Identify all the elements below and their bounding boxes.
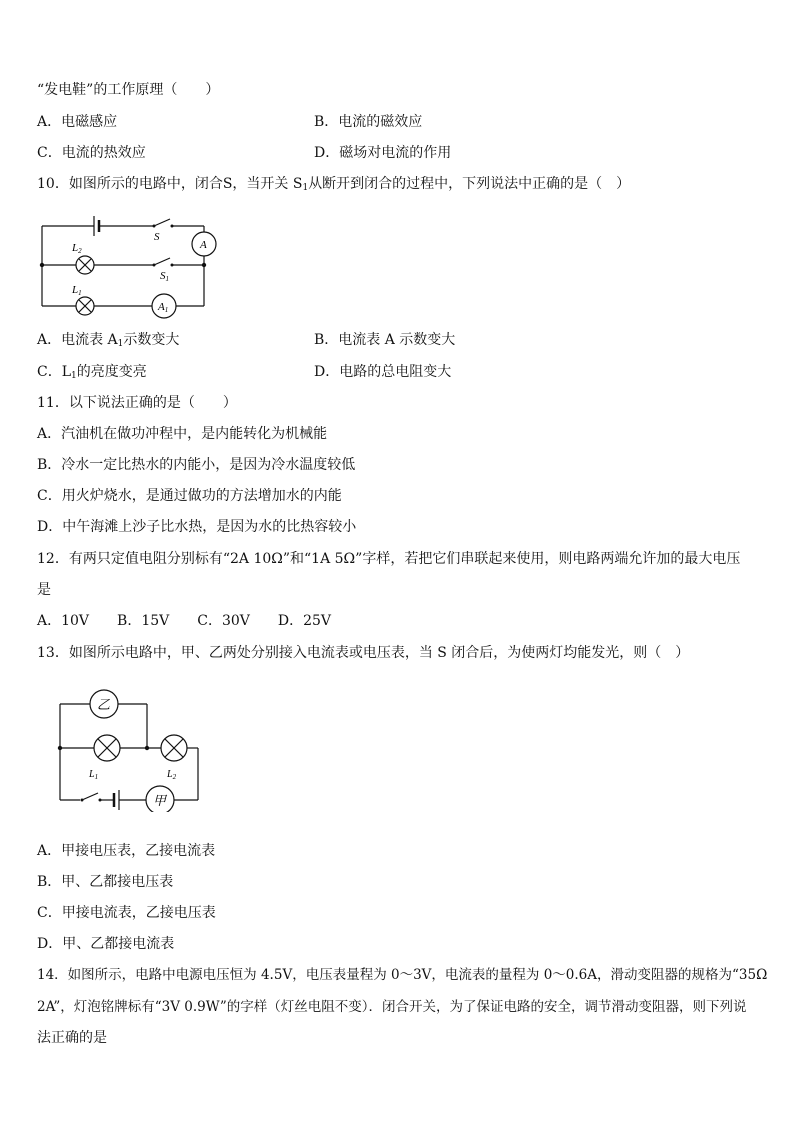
q10-circuit-diagram — [36, 206, 226, 324]
q10-option-a-pre: A．电流表 A — [37, 332, 118, 348]
q13-stem: 13．如图所示电路中，甲、乙两处分别接入电流表或电压表，当 S 闭合后，为使两灯均能发光，则（ ） — [37, 645, 690, 661]
q11-stem: 11．以下说法正确的是（ ） — [37, 395, 237, 411]
q10-ammeter-a-label: A — [200, 239, 207, 251]
q10-stem-sub: 1 — [302, 183, 309, 193]
q9-option-a: A．电磁感应 — [37, 114, 118, 130]
q10-option-c — [37, 362, 147, 386]
q10-option-d: D．电路的总电阻变大 — [314, 364, 452, 380]
q13-circuit-diagram — [52, 682, 207, 812]
q14-stem-line2: 2A”，灯泡铭牌标有“3V 0.9W”的字样（灯丝电阻不变）．闭合开关，为了保证电路的安全，调节滑动变阻器，则下列说 — [37, 999, 747, 1015]
q14-stem-line1: 14．如图所示，电路中电源电压恒为 4.5V，电压表量程为 0～3V，电流表的量程为 0～0.6A，滑动变阻器的规格为“35Ω — [37, 967, 768, 983]
q10-lamp-l2-label: L2 — [72, 242, 82, 255]
q10-option-c-sub: 1 — [71, 371, 77, 381]
q13-option-b: B．甲、乙都接电压表 — [37, 874, 174, 890]
q12-options: A．10V B．15V C．30V D．25V — [37, 613, 332, 629]
q10-stem-part2: 从断开到闭合的过程中，下列说法中正确的是（ ） — [308, 176, 631, 192]
q11-option-b: B．冷水一定比热水的内能小，是因为冷水温度较低 — [37, 457, 356, 473]
q11-option-d: D．中午海滩上沙子比水热，是因为水的比热容较小 — [37, 519, 357, 535]
q9-option-d: D．磁场对电流的作用 — [314, 145, 452, 161]
q13-option-c: C．甲接电流表，乙接电压表 — [37, 905, 216, 921]
q10-option-c-pre: C．L — [37, 364, 72, 380]
q10-ammeter-a1-label: A1 — [158, 301, 169, 314]
q13-meter-yi-label: 乙 — [97, 697, 111, 712]
q10-option-c-post: 的亮度变亮 — [76, 364, 147, 380]
q11-option-a: A．汽油机在做功冲程中，是内能转化为机械能 — [37, 426, 328, 442]
q10-switch-s1-label: S1 — [160, 270, 169, 283]
q14-stem-line3: 法正确的是 — [37, 1030, 107, 1046]
q12-stem-line2: 是 — [37, 582, 51, 598]
q10-option-a-sub: 1 — [117, 339, 124, 349]
q10-option-b: B．电流表 A 示数变大 — [314, 332, 456, 348]
q13-option-a: A．甲接电压表，乙接电流表 — [37, 843, 216, 859]
q10-stem — [37, 174, 630, 198]
q13-lamp-l2-label: $L_2$ — [167, 769, 177, 781]
q9-stem: “发电鞋”的工作原理（ ） — [37, 82, 220, 98]
q10-option-a-post: 示数变大 — [123, 332, 180, 348]
q10-option-a — [37, 330, 179, 354]
q11-option-c: C．用火炉烧水，是通过做功的方法增加水的内能 — [37, 488, 342, 504]
q10-stem-part1: 10．如图所示的电路中，闭合S，当开关 S — [37, 176, 303, 192]
q9-option-b: B．电流的磁效应 — [314, 114, 423, 130]
q9-option-c: C．电流的热效应 — [37, 145, 146, 161]
q13-lamp-l1-label: $L_1$ — [89, 769, 99, 781]
q13-option-d: D．甲、乙都接电流表 — [37, 936, 175, 952]
q10-lamp-l1-label: L1 — [72, 284, 82, 297]
q13-meter-jia-label: 甲 — [153, 793, 167, 808]
q10-switch-s-label: S — [154, 231, 160, 243]
q12-stem-line1: 12．有两只定值电阻分别标有“2A 10Ω”和“1A 5Ω”字样，若把它们串联起来使用，则电路两端允许加的最大电压 — [37, 551, 741, 567]
